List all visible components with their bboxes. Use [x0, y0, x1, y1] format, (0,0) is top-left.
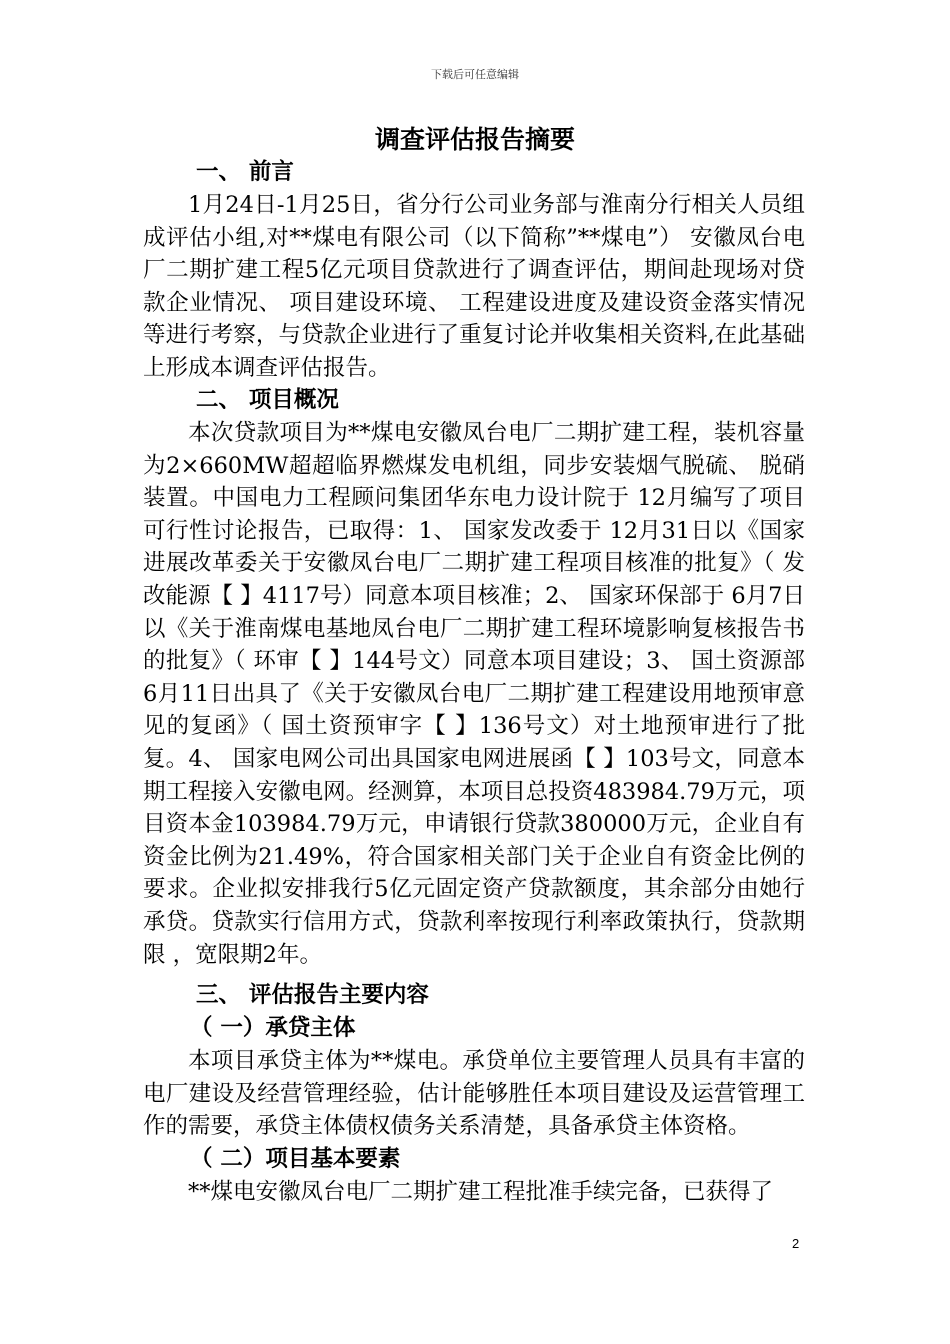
- page-number: 2: [792, 1236, 800, 1251]
- subsection-2-paragraph: **煤电安徽凤台电厂二期扩建工程批准手续完备，已获得了: [188, 1179, 774, 1205]
- document-title: 调查评估报告摘要: [374, 125, 575, 154]
- header-note: 下载后可任意编辑: [431, 68, 519, 81]
- section-2-heading: 二、 项目概况: [196, 387, 339, 413]
- subsection-1-heading: （ 一）承贷主体: [190, 1015, 356, 1041]
- section-2-paragraph: 本次贷款项目为**煤电安徽凤台电厂二期扩建工程，装机容量为2×660MW超超临界燃煤发电机组，同步安装烟气脱硫、 脱硝装置。中国电力工程顾问集团华东电力设计院于 12月编写了项目可行性讨论报告，已取得：1、 国家发改委于 12月31日以《国家进展改革委关于安徽凤台电厂二期扩建工程项目核准的批复》（ 发改能源【 】4117号）同意本项目核准；2、 国家环保部于 6月7日以《关于淮南煤电基地凤台电厂二期扩建工程环境影响复核报告书的批复》（ 环审【 】144号文）同意本项目建设；3、 国土资源部 6月11日出具了《关于安徽凤台电厂二期扩建工程建设用地预审意见的复函》（ 国土资预审字【 】136号文）对土地预审进行了批复。4、 国家电网公司出具国家电网进展函【 】103号文，同意本期工程接入安徽电网。经测算，本项目总投资483984.79万元，项目资本金103984.79万元，申请银行贷款380000万元，企业自有资金比例为21.49%，符合国家相关部门关于企业自有资金比例的要求。企业拟安排我行5亿元固定资产贷款额度，其余部分由她行承贷。贷款实行信用方式，贷款利率按现行利率政策执行，贷款期限 ，宽限期2年。: [143, 420, 805, 968]
- subsection-2-heading: （ 二）项目基本要素: [190, 1146, 401, 1172]
- section-3-heading: 三、 评估报告主要内容: [196, 982, 429, 1008]
- subsection-1-paragraph: 本项目承贷主体为**煤电。承贷单位主要管理人员具有丰富的电厂建设及经营管理经验，估计能够胜任本项目建设及运营管理工作的需要，承贷主体债权债务关系清楚，具备承贷主体资格。: [143, 1048, 805, 1140]
- section-1-heading: 一、 前言: [196, 159, 294, 185]
- section-1-paragraph: 1月24日-1月25日，省分行公司业务部与淮南分行相关人员组成评估小组,对**煤电有限公司（以下简称”**煤电”） 安徽凤台电厂二期扩建工程5亿元项目贷款进行了调查评估，期间赴现场对贷款企业情况、 项目建设环境、 工程建设进度及建设资金落实情况等进行考察，与贷款企业进行了重复讨论并收集相关资料,在此基础上形成本调查评估报告。: [143, 192, 805, 381]
